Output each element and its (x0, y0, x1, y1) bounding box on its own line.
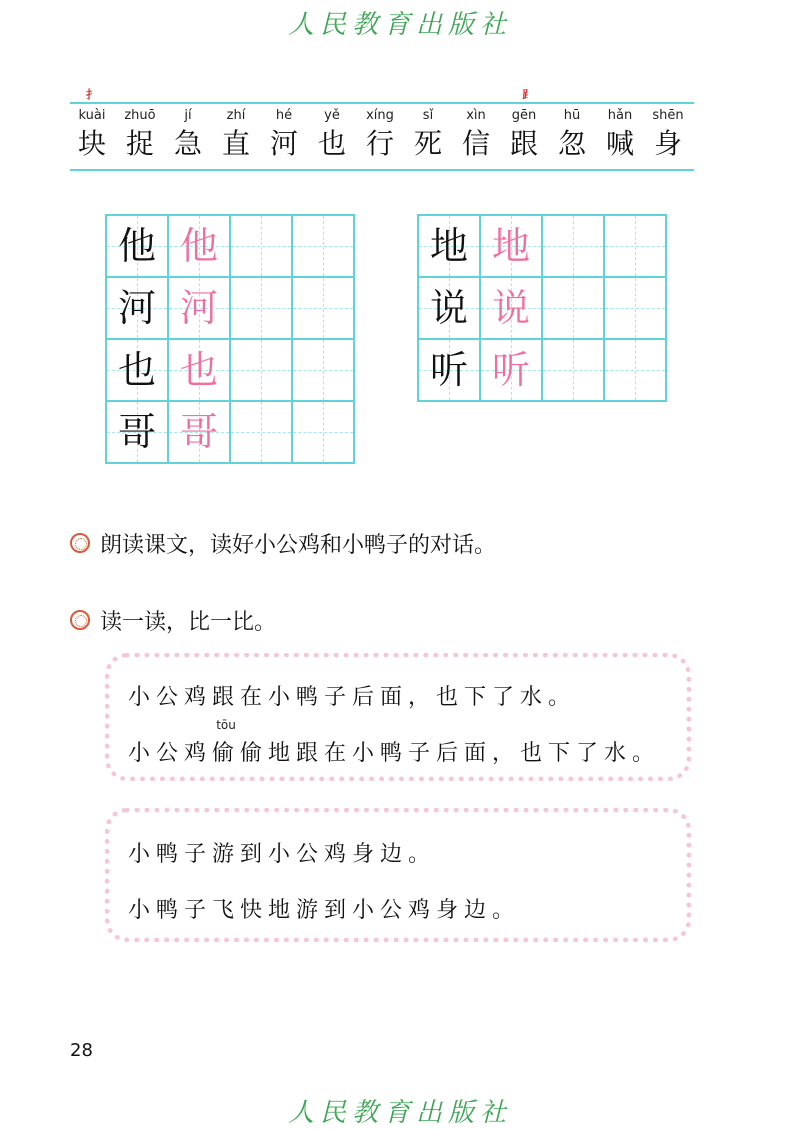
grid-row (418, 339, 666, 401)
grid-cell (106, 277, 168, 339)
vocab-item (502, 107, 546, 163)
grid-cell-blank[interactable] (542, 277, 604, 339)
vocab-item (118, 107, 162, 163)
character: 忽 (557, 127, 586, 160)
trace-character: 说 (491, 286, 530, 330)
vocab-item (310, 107, 354, 163)
grid-cell-blank[interactable] (230, 215, 292, 277)
pinyin: hū (563, 108, 581, 123)
pinyin: xíng (366, 108, 394, 123)
publisher-watermark-bottom: 人民教育出版社 (287, 1098, 512, 1128)
model-character: 说 (429, 286, 468, 330)
grid-cell-blank[interactable] (230, 339, 292, 401)
character: 河 (269, 127, 298, 160)
character: 捉 (125, 127, 154, 160)
sentence-with-adverb: 小鸭子飞快地游到小公鸡身边。 (128, 898, 521, 923)
character: 身 (653, 127, 682, 160)
seal-icon (70, 610, 90, 630)
vocab-item (70, 107, 114, 163)
character: 直 (221, 127, 250, 160)
vocab-bottom-line (70, 169, 694, 171)
grid-row (106, 401, 354, 463)
vocab-item (214, 107, 258, 163)
vocab-item (262, 107, 306, 163)
character: 也 (317, 127, 346, 160)
trace-character: 也 (179, 348, 218, 392)
grid-row (106, 339, 354, 401)
sentence-plain: 小鸭子游到小公鸡身边。 (128, 842, 437, 867)
ruby-character-wrap (212, 718, 241, 767)
grid-cell (106, 339, 168, 401)
ruby-pinyin: tōu (216, 718, 236, 732)
instruction-text: 朗读课文，读好小公鸡和小鸭子的对话。 (100, 532, 497, 558)
grid-cell (168, 339, 230, 401)
model-character: 他 (117, 224, 156, 268)
pinyin: kuài (78, 108, 106, 123)
grid-cell (418, 277, 480, 339)
grid-row (106, 215, 354, 277)
pinyin: xìn (466, 108, 486, 123)
grid-cell-blank[interactable] (604, 215, 666, 277)
grid-cell (168, 277, 230, 339)
grid-row (418, 215, 666, 277)
instruction-compare (70, 605, 276, 635)
instruction-text: 读一读，比一比。 (100, 609, 277, 635)
trace-character: 他 (179, 224, 218, 268)
model-character: 也 (117, 348, 156, 392)
pinyin: zhí (226, 108, 246, 123)
radical-foot: ⻊ (522, 88, 533, 101)
vocab-item (166, 107, 210, 163)
model-character: 哥 (117, 410, 156, 454)
character: 急 (173, 127, 202, 160)
grid-cell (168, 215, 230, 277)
grid-cell (480, 339, 542, 401)
vocab-item (598, 107, 642, 163)
vocab-item (358, 107, 402, 163)
writing-grid-left (105, 214, 355, 464)
trace-character: 地 (491, 224, 530, 268)
trace-character: 听 (491, 348, 530, 392)
model-character: 听 (429, 348, 468, 392)
grid-cell (480, 277, 542, 339)
character: 信 (461, 127, 490, 160)
grid-cell-blank[interactable] (542, 215, 604, 277)
grid-cell (418, 215, 480, 277)
vocab-item (550, 107, 594, 163)
trace-character: 河 (179, 286, 218, 330)
vocab-item (454, 107, 498, 163)
sentence-plain: 小公鸡跟在小鸭子后面，也下了水。 (128, 685, 577, 710)
grid-cell-blank[interactable] (604, 277, 666, 339)
grid-cell-blank[interactable] (292, 401, 354, 463)
model-character: 地 (429, 224, 468, 268)
grid-cell-blank[interactable] (604, 339, 666, 401)
sentence-part: 小公鸡 (128, 741, 213, 766)
vocab-top-line (70, 102, 694, 104)
model-character: 河 (117, 286, 156, 330)
grid-cell-blank[interactable] (542, 339, 604, 401)
pinyin: hǎn (607, 108, 633, 123)
pinyin: gēn (511, 108, 537, 123)
grid-cell (106, 401, 168, 463)
character: 块 (77, 127, 106, 160)
compare-box-2 (105, 808, 691, 942)
vocab-item (646, 107, 690, 163)
grid-cell (480, 215, 542, 277)
grid-cell (418, 339, 480, 401)
grid-cell-blank[interactable] (230, 277, 292, 339)
pinyin: jí (184, 108, 192, 123)
vocab-item (406, 107, 450, 163)
writing-grid-right (417, 214, 667, 402)
ruby-character: 偷 (212, 741, 241, 766)
page-number: 28 (70, 1040, 93, 1061)
seal-icon (70, 533, 90, 553)
grid-cell-blank[interactable] (292, 215, 354, 277)
pinyin: zhuō (124, 108, 156, 123)
trace-character: 哥 (179, 410, 218, 454)
grid-cell (106, 215, 168, 277)
character: 喊 (605, 127, 634, 160)
radical-hand: 扌 (86, 88, 97, 101)
pinyin: sǐ (422, 108, 434, 123)
pinyin: yě (324, 108, 340, 123)
compare-box-1 (105, 653, 691, 781)
pinyin: hé (275, 108, 293, 123)
sentence-part: 偷地跟在小鸭子后面，也下了水。 (240, 741, 661, 766)
grid-cell-blank[interactable] (292, 277, 354, 339)
grid-cell-blank[interactable] (230, 401, 292, 463)
character: 死 (413, 127, 442, 160)
grid-cell-blank[interactable] (292, 339, 354, 401)
character: 行 (365, 127, 394, 160)
character: 跟 (509, 127, 538, 160)
pinyin: shēn (652, 108, 684, 123)
grid-row (106, 277, 354, 339)
grid-row (418, 277, 666, 339)
publisher-watermark-top: 人民教育出版社 (287, 10, 512, 40)
instruction-read-aloud (70, 528, 496, 558)
grid-cell (168, 401, 230, 463)
sentence-with-adverb (128, 718, 661, 767)
vocabulary-row (70, 86, 694, 172)
